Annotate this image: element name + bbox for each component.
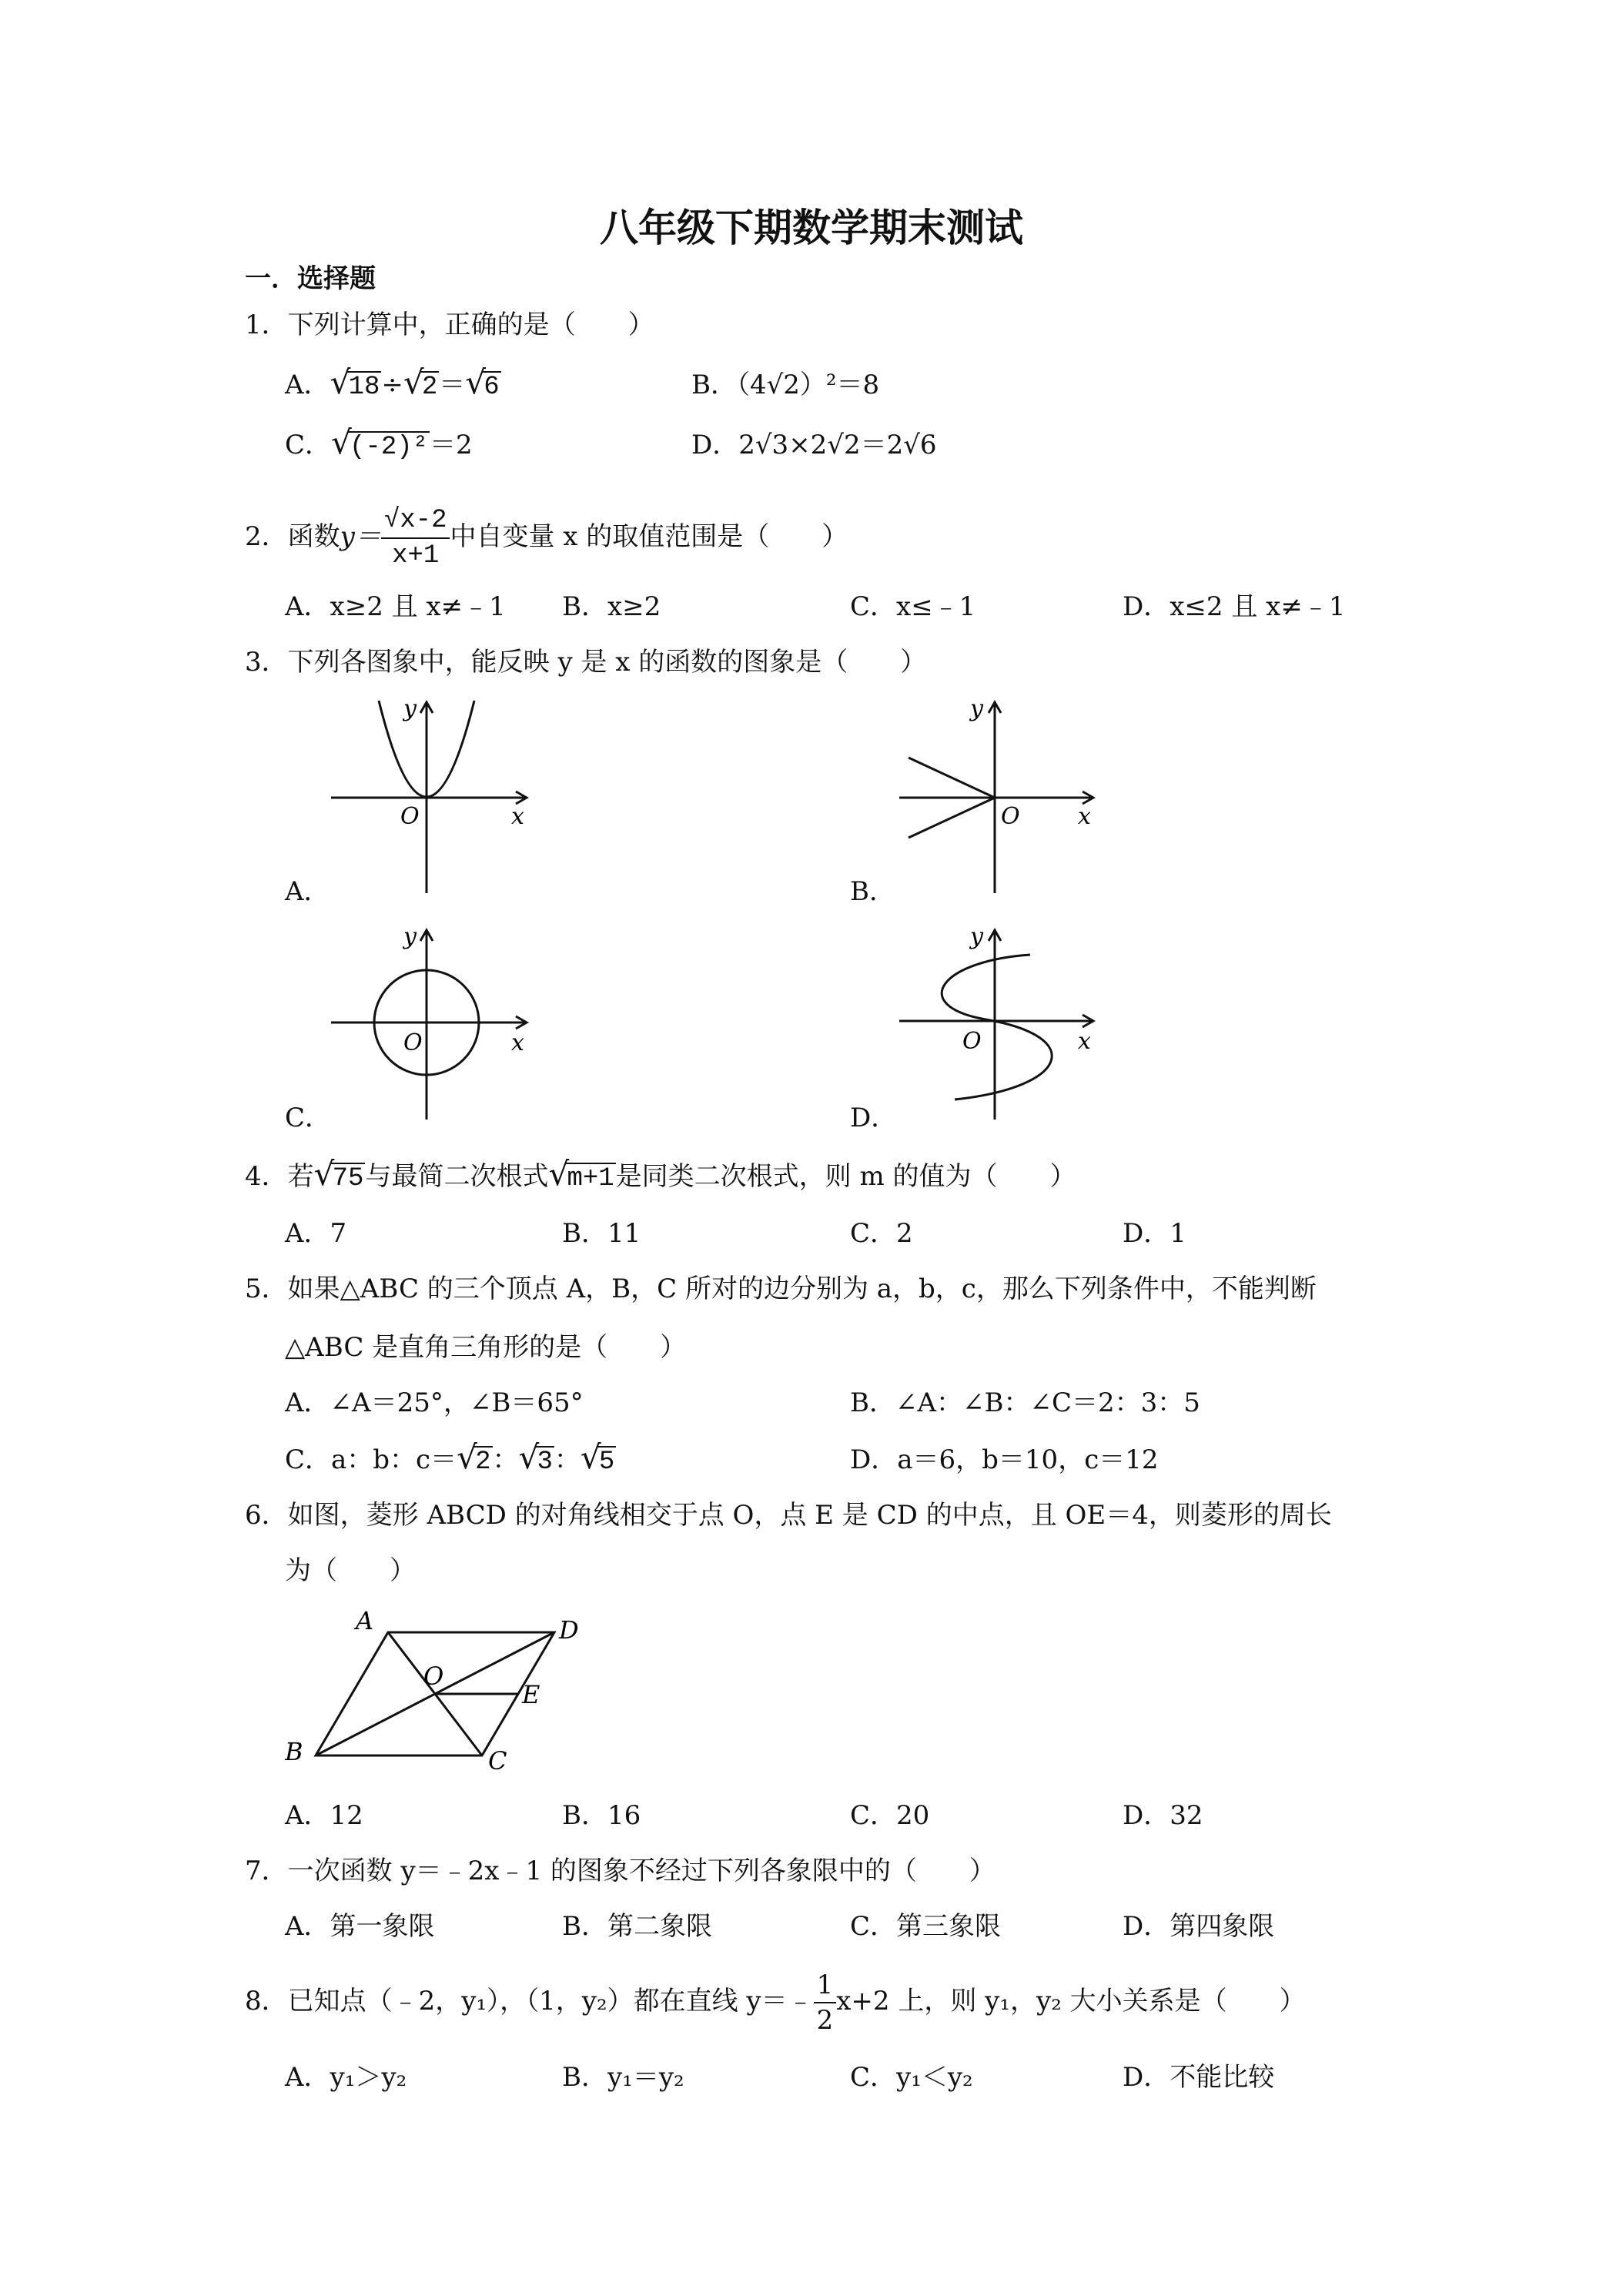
q4-mid: 与最简二次根式: [365, 1161, 549, 1192]
q4-option-c: C．2: [850, 1218, 913, 1249]
q1-option-a: [285, 368, 501, 404]
lower-ray: [909, 798, 995, 838]
q1-a-div: ÷: [381, 370, 403, 400]
label-e: E: [522, 1680, 540, 1709]
q5-option-a: A．∠A＝25°，∠B＝65°: [285, 1387, 584, 1418]
q8-option-c: C．y₁＜y₂: [850, 2062, 973, 2093]
q6-stem-line-2: 为（ ）: [285, 1555, 416, 1586]
q3-option-c: C．: [285, 1103, 332, 1133]
q2-numerator: √x-2: [381, 504, 450, 539]
q8-numerator: 1: [814, 1968, 837, 2003]
q8-fraction: [814, 1968, 837, 2037]
q1-a-label: A．: [285, 370, 330, 400]
q4-radical-1: √ 75: [314, 1162, 366, 1196]
q4-option-d: D．1: [1123, 1218, 1186, 1249]
section-heading: 一．选择题: [245, 263, 376, 294]
q8-option-b: B．y₁＝y₂: [562, 2062, 684, 2093]
q5-stem-line-2: △ABC 是直角三角形的是（ ）: [285, 1332, 687, 1363]
label-o: O: [423, 1662, 444, 1691]
q3-graph-a: [323, 693, 547, 893]
q1-option-c: [285, 428, 473, 464]
q1-option-d: D．2√3×2√2＝2√6: [691, 430, 937, 460]
q6-option-d: D．32: [1123, 1800, 1203, 1831]
q5-c-sep-1: ：: [492, 1444, 519, 1475]
q4-prefix: 4．若: [245, 1161, 314, 1192]
q2-stem: [245, 504, 848, 573]
q4-stem: [245, 1160, 1076, 1196]
q2-y-eq: y＝: [340, 521, 381, 552]
q8-option-d: D．不能比较: [1123, 2062, 1275, 2093]
q2-fraction: [381, 504, 450, 573]
q5-c-radical-2: √ 3: [519, 1445, 554, 1479]
q4-suffix: 是同类二次根式，则 m 的值为（ ）: [615, 1161, 1076, 1192]
q6-option-a: A．12: [285, 1800, 363, 1831]
q6-stem-line-1: 6．如图，菱形 ABCD 的对角线相交于点 O，点 E 是 CD 的中点，且 OE＝4，则菱形的周长: [245, 1500, 1332, 1531]
x-label: x: [511, 803, 524, 830]
q6-option-b: B．16: [562, 1800, 641, 1831]
q1-stem: 1．下列计算中，正确的是（ ）: [245, 310, 654, 340]
x-label: x: [1078, 1028, 1091, 1055]
q7-option-d: D．第四象限: [1123, 1911, 1275, 1942]
q3-stem: 3．下列各图象中，能反映 y 是 x 的函数的图象是（ ）: [245, 647, 927, 678]
q3-graph-d: [893, 921, 1116, 1121]
q5-c-radical-1: √ 2: [457, 1445, 492, 1479]
q1-c-radical: √ (-2)²: [331, 430, 430, 464]
label-a: A: [356, 1609, 374, 1635]
q1-a-radical-2: √ 2: [403, 370, 439, 404]
q2-option-d: D．x≤2 且 x≠﹣1: [1123, 591, 1346, 622]
origin-label: O: [962, 1028, 982, 1055]
q8-suffix: x+2 上，则 y₁，y₂ 大小关系是（ ）: [836, 1986, 1306, 2017]
q3-option-d: D．: [850, 1103, 898, 1133]
page-title: 八年级下期数学期末测试: [600, 206, 1023, 250]
y-label: y: [970, 923, 983, 950]
q5-c-label: C．a：b：c＝: [285, 1444, 457, 1475]
q1-c-eq: ＝2: [430, 430, 473, 460]
q8-denominator: 2: [816, 2005, 834, 2036]
q4-option-b: B．11: [562, 1218, 641, 1249]
q1-c-label: C．: [285, 430, 332, 460]
q5-stem-line-1: 5．如果△ABC 的三个顶点 A，B，C 所对的边分别为 a，b，c，那么下列条件中，不能判断: [245, 1274, 1317, 1304]
x-label: x: [1078, 803, 1091, 830]
q5-c-sep-2: ：: [554, 1444, 581, 1475]
q1-a-eq: ＝: [439, 370, 466, 400]
s-curve: [942, 955, 1052, 1099]
q1-a-radical-1: √ 18: [330, 370, 382, 404]
label-d: D: [559, 1615, 579, 1645]
q5-option-d: D．a＝6，b＝10，c＝12: [850, 1444, 1159, 1475]
q7-stem: 7．一次函数 y＝﹣2x﹣1 的图象不经过下列各象限中的（ ）: [245, 1856, 996, 1886]
q7-option-b: B．第二象限: [562, 1911, 712, 1942]
origin-label: O: [400, 803, 420, 830]
upper-ray: [909, 758, 995, 798]
label-c: C: [488, 1746, 507, 1771]
q1-a-radical-3: √ 6: [465, 370, 500, 404]
q5-option-b: B．∠A：∠B：∠C＝2：3：5: [850, 1387, 1200, 1418]
q2-option-c: C．x≤﹣1: [850, 591, 976, 622]
q2-suffix: 中自变量 x 的取值范围是（ ）: [450, 521, 848, 552]
q3-option-b: B．: [850, 876, 895, 907]
y-label: y: [403, 923, 417, 950]
q4-option-a: A．7: [285, 1218, 347, 1249]
q2-denominator: x+1: [392, 541, 440, 571]
q2-option-b: B．x≥2: [562, 591, 661, 622]
label-b: B: [285, 1737, 303, 1766]
q7-option-c: C．第三象限: [850, 1911, 1002, 1942]
y-label: y: [403, 695, 417, 722]
q5-c-radical-3: √ 5: [581, 1445, 616, 1479]
x-label: x: [511, 1029, 524, 1056]
q7-option-a: A．第一象限: [285, 1911, 435, 1942]
q8-prefix: 8．已知点（﹣2，y₁），（1，y₂）都在直线 y＝﹣: [245, 1986, 814, 2017]
q8-option-a: A．y₁＞y₂: [285, 2062, 407, 2093]
q3-graph-b: [893, 693, 1116, 893]
q3-option-a: A．: [285, 876, 330, 907]
q2-prefix: 2．函数: [245, 521, 340, 552]
q8-stem: [245, 1968, 1306, 2037]
q4-radical-2: √ m+1: [548, 1162, 615, 1196]
origin-label: O: [1001, 803, 1020, 830]
q6-option-c: C．20: [850, 1800, 930, 1831]
q1-option-b: B．（4√2）²＝8: [691, 370, 880, 400]
q3-graph-c: [323, 921, 547, 1121]
y-label: y: [970, 695, 983, 722]
q6-rhombus-diagram: [285, 1609, 608, 1771]
q2-option-a: A．x≥2 且 x≠﹣1: [285, 591, 506, 622]
origin-label: O: [403, 1029, 423, 1056]
q5-option-c: [285, 1443, 616, 1479]
